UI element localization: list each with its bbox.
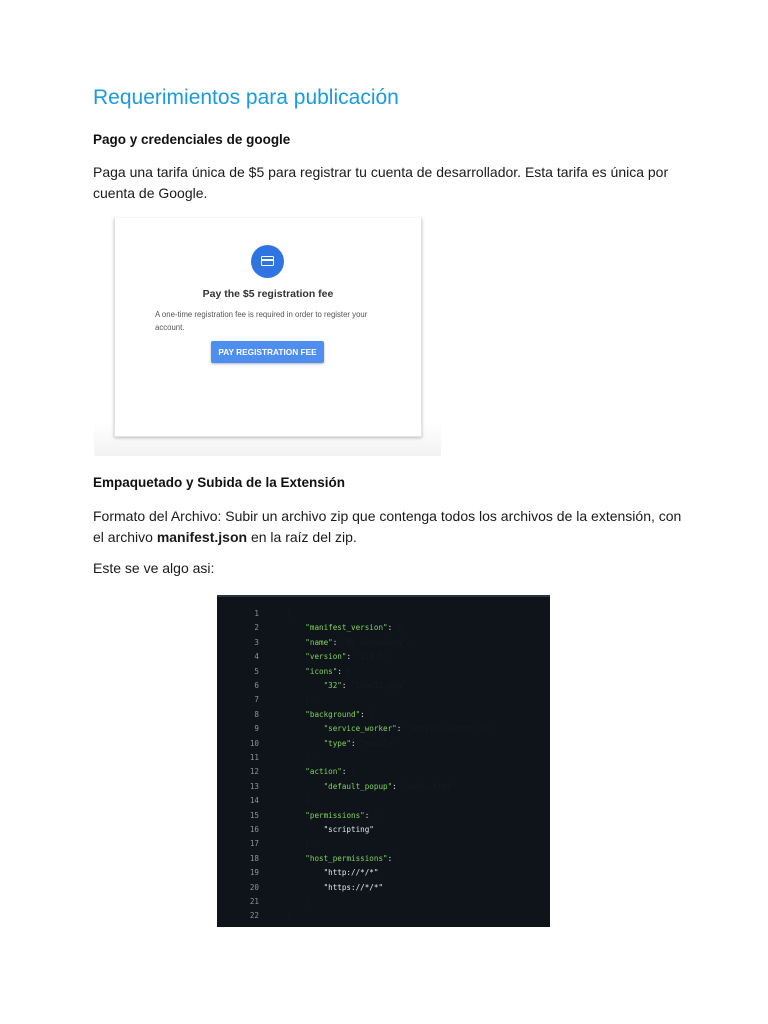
pay-registration-fee-button[interactable]: PAY REGISTRATION FEE [211,341,324,363]
code-line [217,665,550,679]
registration-fee-title: Pay the $5 registration fee [202,288,334,300]
section-heading-packaging: Empaquetado y Subida de la Extensión [93,475,346,490]
code-text: ] [287,897,310,906]
code-text: "host_permissions": [ [305,853,402,863]
code-text: "background": { [305,709,374,719]
code-text: "icons": { [305,666,352,676]
code-text: "http://*/*", [323,868,384,878]
line-number: 7 [254,695,259,705]
packaging-text-pre: Formato del Archivo: Subir un archivo zip que contenga todos los archivos de la extensión, con el archivo [93,508,682,545]
code-line [217,693,550,707]
code-text: "scripting" [323,825,374,834]
code-text: "action": { [305,767,356,777]
code-line [217,636,550,650]
line-number: 5 [254,666,259,676]
line-number: 10 [249,738,259,748]
code-line [217,708,550,722]
line-number: 14 [249,796,259,806]
registration-fee-card [114,218,422,437]
code-text: }, [287,753,315,762]
code-line [217,679,550,693]
line-number: 13 [249,781,259,791]
code-text: }, [287,695,315,705]
code-line [217,737,550,751]
code-text: "version": "1.0.1", [305,652,393,662]
code-text: "manifest_version": 3, [305,623,406,633]
line-number: 19 [249,868,259,878]
code-text: { [287,609,292,618]
code-text: ], [287,839,315,849]
line-number: 4 [254,652,259,662]
code-text: }, [287,796,315,806]
line-number: 2 [254,623,259,633]
code-text: "name": "My Extension", [305,637,411,647]
code-line [217,809,550,823]
line-number: 6 [254,681,259,690]
registration-fee-description: A one-time registration fee is required in order to register your account. [155,310,368,332]
code-line [217,765,550,779]
line-number: 18 [249,853,259,863]
code-line [217,722,550,736]
code-text: } [287,911,292,921]
code-text: "type": "module" [323,738,397,748]
line-number: 21 [249,897,259,906]
code-line [217,621,550,635]
line-number: 15 [249,810,259,820]
code-line [217,837,550,851]
code-line [217,909,550,923]
code-line [217,895,550,909]
code-text: "32": "icon32.png" [323,681,406,690]
code-text: "permissions": [ [305,810,379,820]
payment-paragraph: Paga una tarifa única de $5 para registrar tu cuenta de desarrollador. Esta tarifa es única por cuenta de Google. [93,164,669,201]
packaging-paragraph [93,506,683,548]
packaging-text-post: en la raíz del zip. [247,529,357,545]
line-number: 11 [249,753,259,762]
line-number: 8 [254,709,259,719]
code-line [217,780,550,794]
code-line [217,852,550,866]
code-line [217,881,550,895]
page-title: Requerimientos para publicación [93,86,399,109]
credit-card-icon [251,245,284,278]
line-number: 12 [249,767,259,777]
code-line [217,866,550,880]
example-intro: Este se ve algo asi: [93,560,215,576]
code-line [217,650,550,664]
line-number: 22 [249,911,259,921]
code-text: "default_popup": "index.html" [323,781,457,791]
code-text: "service_worker": "service-worker.js", [323,724,498,734]
section-heading-payment: Pago y credenciales de google [93,132,291,147]
line-number: 16 [249,825,259,834]
code-line [217,823,550,837]
registration-fee-screenshot [94,218,441,456]
line-number: 3 [254,637,259,647]
line-number: 20 [249,882,259,892]
code-line [217,607,550,621]
code-line [217,794,550,808]
code-text: "https://*/*" [323,882,384,892]
line-number: 17 [249,839,259,849]
line-number: 9 [254,724,259,734]
manifest-filename: manifest.json [156,529,248,545]
manifest-code-screenshot [217,595,550,927]
code-line [217,751,550,765]
line-number: 1 [254,609,259,618]
